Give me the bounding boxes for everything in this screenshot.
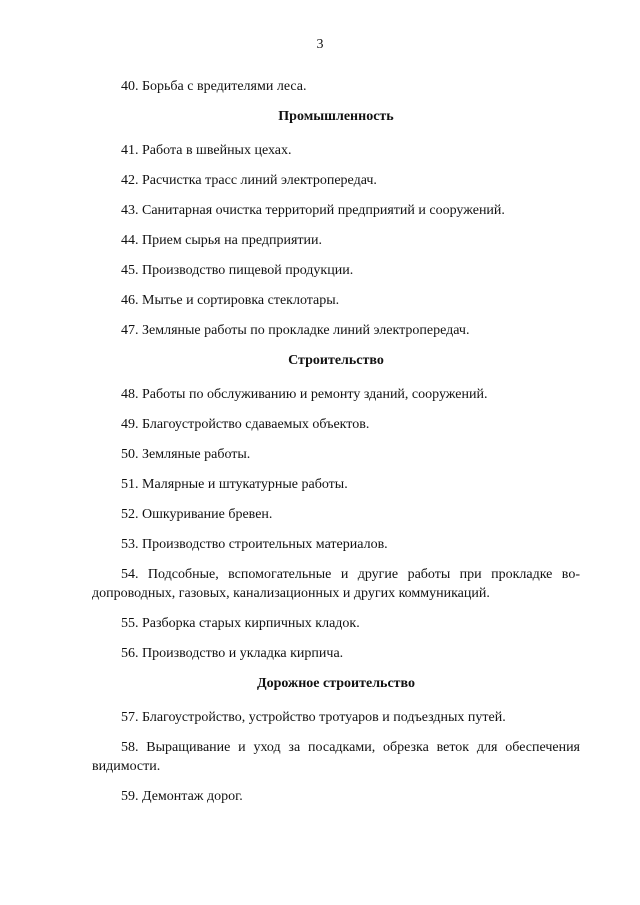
list-item: 59. Демонтаж дорог. [121,789,243,804]
section-heading-road-construction: Дорожное строительство [256,676,416,691]
section-heading-industry: Промышленность [278,109,394,124]
list-item: 57. Благоустройство, устройство тротуаров и подъездных путей. [121,710,506,725]
list-item: 56. Производство и укладка кирпича. [121,646,344,661]
list-item: 48. Работы по обслуживанию и ремонту зданий, сооружений. [121,387,488,402]
list-item: 40. Борьба с вредителями леса. [121,79,307,94]
list-item: 47. Земляные работы по прокладке линий электропередач. [121,323,470,338]
list-item: 41. Работа в швейных цехах. [121,143,292,158]
page-number: 3 [316,37,324,52]
list-item: 44. Прием сырья на предприятии. [121,233,322,248]
list-item: 42. Расчистка трасс линий электропередач. [121,173,377,188]
list-item: 58. Выращивание и уход за посадками, обрезка веток для обеспечения видимости. [92,740,580,774]
list-item: 46. Мытье и сортировка стеклотары. [121,293,340,308]
list-item: 51. Малярные и штукатурные работы. [121,477,348,492]
list-item: 55. Разборка старых кирпичных кладок. [121,616,360,631]
section-heading-construction: Строительство [288,353,384,368]
list-item: 54. Подсобные, вспомогательные и другие работы при прокладке водопроводных, газовых, канализационных и других коммуникаций. [92,567,580,601]
list-item: 45. Производство пищевой продукции. [121,263,354,278]
list-item: 49. Благоустройство сдаваемых объектов. [121,417,370,432]
list-item: 52. Ошкуривание бревен. [121,507,273,522]
list-item: 43. Санитарная очистка территорий предприятий и сооружений. [121,203,505,218]
list-item: 53. Производство строительных материалов. [121,537,388,552]
list-item: 50. Земляные работы. [121,447,251,462]
document-body [92,77,580,817]
